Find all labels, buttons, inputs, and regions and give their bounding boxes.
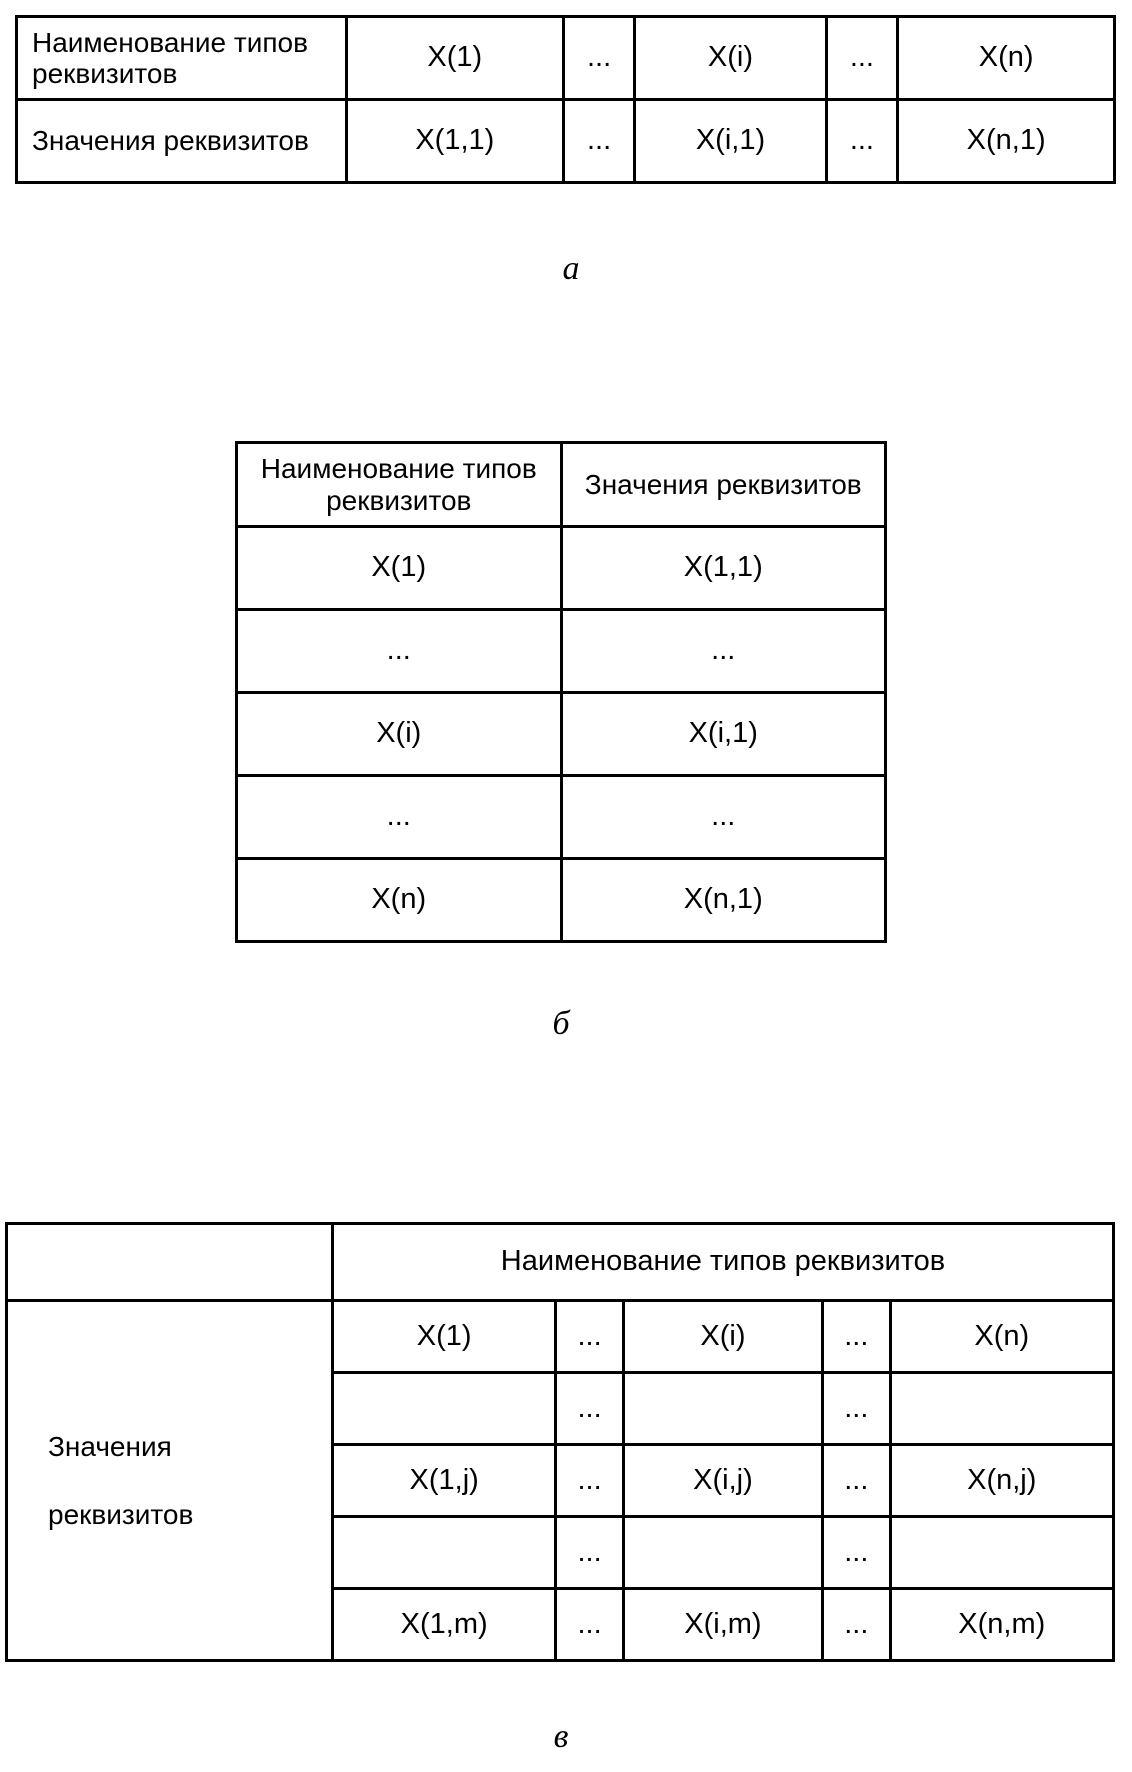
table-cell: ... <box>556 1301 623 1373</box>
table-cell: ... <box>237 610 562 693</box>
side-label-line1: Значения <box>48 1431 172 1463</box>
table-cell: ... <box>561 776 886 859</box>
table-cell: X(n) <box>890 1301 1113 1373</box>
table-cell: ... <box>826 100 898 183</box>
table-cell: X(n,1) <box>561 859 886 942</box>
caption-b: б <box>552 1005 570 1042</box>
table-cell: X(i,m) <box>623 1589 822 1661</box>
table-cell: ... <box>823 1373 890 1445</box>
table-cell <box>333 1373 556 1445</box>
table-cell: ... <box>823 1517 890 1589</box>
table-a <box>15 15 1116 184</box>
table-cell: ... <box>823 1445 890 1517</box>
table-v <box>5 1222 1115 1662</box>
table-cell: X(i) <box>623 1301 822 1373</box>
table-row <box>17 100 1115 183</box>
table-cell: ... <box>556 1517 623 1589</box>
table-cell: X(i,j) <box>623 1445 822 1517</box>
column-header-types: Наименование типов реквизитов <box>333 1224 1114 1301</box>
table-cell: X(1,1) <box>347 100 564 183</box>
table-cell: X(i,1) <box>561 693 886 776</box>
table-cell <box>623 1517 822 1589</box>
table-row <box>237 527 886 610</box>
table-row <box>237 693 886 776</box>
table-cell: X(1,m) <box>333 1589 556 1661</box>
table-cell: X(n) <box>237 859 562 942</box>
column-header-types: Наименование типов реквизитов <box>237 443 562 527</box>
table-cell: X(i,1) <box>635 100 826 183</box>
table-cell: X(n,m) <box>890 1589 1113 1661</box>
table-cell: X(i) <box>635 17 826 100</box>
column-header-values: Значения реквизитов <box>561 443 886 527</box>
table-cell <box>890 1373 1113 1445</box>
table-header-row <box>237 443 886 527</box>
side-label-values <box>7 1301 333 1661</box>
table-cell: X(1,1) <box>561 527 886 610</box>
table-cell: ... <box>826 17 898 100</box>
table-row <box>7 1301 1114 1373</box>
table-b <box>235 441 887 943</box>
table-cell: ... <box>563 100 635 183</box>
table-cell: X(i) <box>237 693 562 776</box>
table-cell: ... <box>823 1301 890 1373</box>
table-cell: X(1) <box>333 1301 556 1373</box>
empty-corner-cell <box>7 1224 333 1301</box>
table-row <box>237 859 886 942</box>
table-cell: X(1) <box>237 527 562 610</box>
row-label-values: Значения реквизитов <box>17 100 347 183</box>
table-cell: ... <box>823 1589 890 1661</box>
table-row <box>17 17 1115 100</box>
row-label-types: Наименование типов реквизитов <box>17 17 347 100</box>
table-cell: X(n,1) <box>898 100 1115 183</box>
table-cell: ... <box>556 1445 623 1517</box>
table-header-row <box>7 1224 1114 1301</box>
table-cell: ... <box>556 1373 623 1445</box>
table-cell: X(n,j) <box>890 1445 1113 1517</box>
table-cell <box>333 1517 556 1589</box>
caption-v: в <box>553 1718 569 1755</box>
table-row <box>237 776 886 859</box>
table-cell: ... <box>237 776 562 859</box>
caption-a: а <box>562 250 580 287</box>
side-label-line2: реквизитов <box>48 1498 194 1530</box>
table-cell <box>890 1517 1113 1589</box>
table-cell: ... <box>556 1589 623 1661</box>
table-cell: X(n) <box>898 17 1115 100</box>
table-cell: ... <box>563 17 635 100</box>
table-cell: X(1,j) <box>333 1445 556 1517</box>
table-cell: ... <box>561 610 886 693</box>
table-row <box>237 610 886 693</box>
table-cell: X(1) <box>347 17 564 100</box>
table-cell <box>623 1373 822 1445</box>
